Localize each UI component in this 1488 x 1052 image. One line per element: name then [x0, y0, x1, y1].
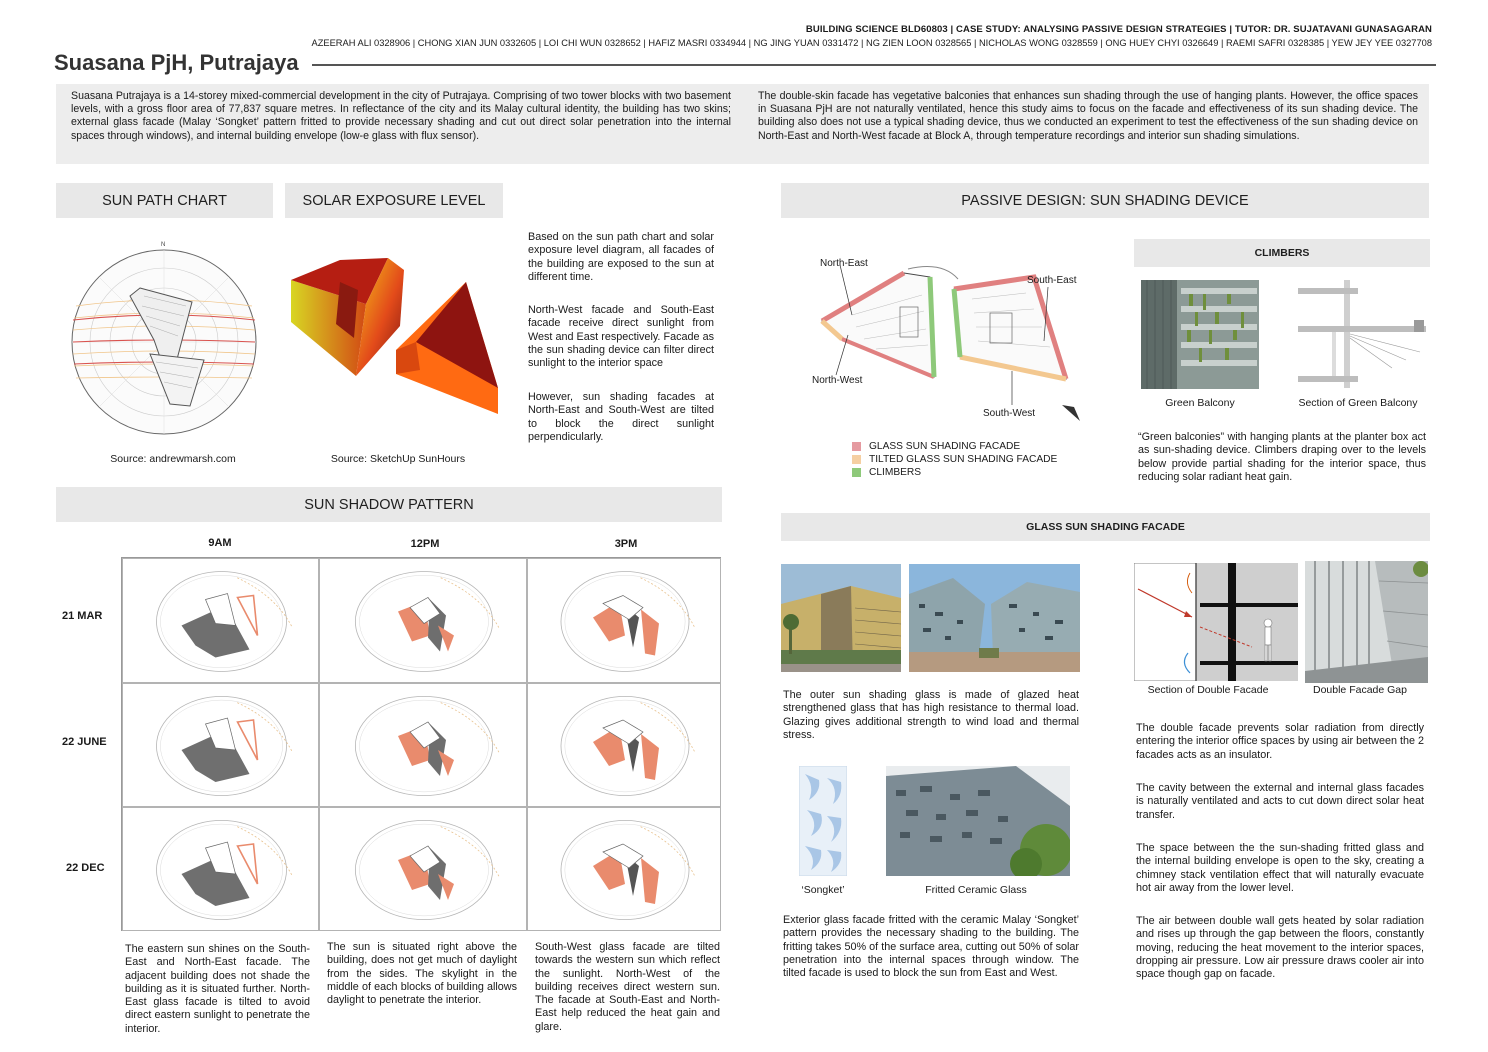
legend-item-climbers [852, 466, 1057, 479]
sun-shadow-heading: SUN SHADOW PATTERN [56, 487, 722, 522]
glass-text-1: The outer sun shading glass is made of glazed heat strengthened glass that has high resistance to thermal load. Glazing gives additional strength to wind load and thermal stress. [783, 689, 1079, 741]
team-members: AZEERAH ALI 0328906 | CHONG XIAN JUN 0332605 | LOI CHI WUN 0328652 | HAFIZ MASRI 0334944 | NG JING YUAN 0331472 | NG ZIEN LOON 0328565 | NICHOLAS WONG 0328559 | ONG HUEY CHYI 0326649 | RAEMI SAFRI 0328385 | YEW JEY YEE 0327708 [311, 38, 1432, 48]
glass-text-2: Exterior glass facade fritted with the ceramic Malay ‘Songket’ pattern provides the necessary shading to the building. The fritting takes 50% of the surface area, cutting out 50% of solar penetration into the internal spaces through window. The tilted facade is used to block the sun from East and West. [783, 914, 1079, 980]
label-south-east: South-East [1027, 275, 1077, 286]
fritted-glass-photo [886, 766, 1070, 876]
facade-legend [852, 440, 1057, 479]
legend-label-climbers: CLIMBERS [869, 467, 922, 478]
solar-exposure-heading: SOLAR EXPOSURE LEVEL [285, 183, 503, 218]
fritted-glass-caption: Fritted Ceramic Glass [925, 884, 1027, 896]
double-facade-section-caption: Section of Double Facade [1147, 684, 1269, 696]
shadow-diagram-dec-3pm [527, 807, 721, 931]
double-facade-text-2: The cavity between the external and internal glass facades is naturally ventilated and acts to cut down direct solar heat transfer. [1136, 782, 1424, 821]
shadow-diagram-dec-12pm [319, 807, 527, 931]
page-title: Suasana PjH, Putrajaya [54, 50, 299, 75]
double-facade-text-1: The double facade prevents solar radiation from directly entering the interior office spaces by using air between the 2 facades acts as an insulator. [1136, 722, 1424, 761]
course-header: BUILDING SCIENCE BLD60803 | CASE STUDY: ANALYSING PASSIVE DESIGN STRATEGIES | TUTOR: DR. SUJATAVANI GUNASAGARAN [805, 24, 1432, 35]
double-facade-gap-caption: Double Facade Gap [1313, 684, 1407, 696]
shadow-caption-3pm: South-West glass facade are tilted towards the western sun which reflect the sunlight. North-West of the building receives direct western sun. The facade at South-East and North-East help reduced the heat gain and glare. [535, 941, 720, 1033]
solar-exposure-image [288, 242, 502, 424]
glass-facade-heading: GLASS SUN SHADING FACADE [781, 513, 1430, 541]
passive-design-heading: PASSIVE DESIGN: SUN SHADING DEVICE [781, 183, 1429, 218]
legend-swatch-climbers [852, 468, 861, 477]
label-south-west: South-West [983, 408, 1036, 419]
legend-swatch-glass [852, 442, 861, 451]
legend-item-glass [852, 440, 1057, 453]
double-facade-section [1134, 563, 1298, 681]
time-label-9am: 9AM [208, 537, 232, 549]
shadow-caption-12pm: The sun is situated right above the building, does not get much of daylight from the sides. The skylight in the middle of each blocks of building allows daylight to penetrate the interior. [327, 941, 517, 1007]
sun-shadow-grid [121, 557, 721, 931]
shadow-diagram-june-3pm [527, 683, 721, 807]
intro-left-text: Suasana Putrajaya is a 14-storey mixed-commercial development in the city of Putrajaya. Comprising of two tower blocks with two basement levels, with a gross floor area of 77,837 square metres. In reflectance of the city and its Malay cultural identity, the building has two skins; external glass facade (Malay ‘Songket’ pattern fritted to provide necessary shading and cut out direct solar penetration into the internal spaces through windows), and internal building envelope (low-e glass with flux sensor). [71, 90, 731, 142]
date-label-dec: 22 DEC [66, 862, 105, 874]
solar-text-2: North-West facade and South-East facade receive direct sunlight from West and East respectively. Facade as the sun shading device can filter direct sunlight to the interior space [528, 304, 714, 370]
building-photo-2 [909, 564, 1080, 672]
label-north-east: North-East [820, 258, 868, 269]
shadow-diagram-mar-12pm [319, 558, 527, 683]
shadow-diagram-june-12pm [319, 683, 527, 807]
sun-path-chart-image [58, 236, 270, 448]
time-label-3pm: 3PM [614, 538, 638, 550]
solar-exposure-source: Source: SketchUp SunHours [330, 453, 466, 465]
climbers-text: “Green balconies” with hanging plants at the planter box act as sun-shading device. Climbers draping over to the levels below provide partial shading for the interior space, thus reducing solar radiant heat gain. [1138, 431, 1426, 483]
label-north-west: North-West [812, 375, 863, 386]
double-facade-text-4: The air between double wall gets heated by solar radiation and rises up through the gap between the floors, constantly moving, reducing the heat movement to the interior spaces, dropping air pressure. Low air pressure draws cooler air into space though gap on facade. [1136, 915, 1424, 981]
green-balcony-photo [1141, 280, 1259, 389]
shadow-diagram-june-9am [122, 683, 319, 807]
shadow-diagram-mar-9am [122, 558, 319, 683]
solar-text-1: Based on the sun path chart and solar exposure level diagram, all facades of the building are exposed to the sun at different time. [528, 231, 714, 283]
shadow-caption-9am: The eastern sun shines on the South-East and North-East facade. The adjacent building does not shade the building as it is situated further. North-East glass facade is tilted to avoid direct eastern sunlight to penetrate the interior. [125, 943, 310, 1035]
svg-text:N: N [161, 242, 166, 248]
date-label-mar: 21 MAR [62, 610, 103, 622]
intro-panel [56, 84, 1429, 164]
time-label-12pm: 12PM [410, 538, 440, 550]
shadow-diagram-dec-9am [122, 807, 319, 931]
title-rule [312, 64, 1436, 66]
green-balcony-section-caption: Section of Green Balcony [1298, 397, 1418, 409]
double-facade-text-3: The space between the the sun-shading fritted glass and the internal building envelope is open to the sky, creating a chimney stack ventilation effect that will naturally evacuate hot air away from the lower level. [1136, 842, 1424, 894]
shadow-diagram-mar-3pm [527, 558, 721, 683]
building-photo-1 [781, 564, 901, 672]
legend-swatch-tilted [852, 455, 861, 464]
green-balcony-section [1296, 280, 1428, 388]
green-balcony-caption: Green Balcony [1165, 397, 1235, 409]
legend-label-glass: GLASS SUN SHADING FACADE [869, 441, 1021, 452]
sun-path-source: Source: andrewmarsh.com [110, 453, 236, 465]
songket-pattern-image [799, 766, 847, 876]
legend-label-tilted: TILTED GLASS SUN SHADING FACADE [869, 454, 1058, 465]
sun-path-heading: SUN PATH CHART [56, 183, 273, 218]
climbers-heading: CLIMBERS [1134, 239, 1430, 267]
double-facade-gap-photo [1305, 561, 1428, 683]
solar-text-3: However, sun shading facades at North-East and South-West are tilted to block the direct sunlight perpendicularly. [528, 391, 714, 443]
date-label-june: 22 JUNE [62, 736, 107, 748]
songket-caption: ‘Songket’ [801, 884, 845, 896]
intro-right-text: The double-skin facade has vegetative balconies that enhances sun shading through the use of hanging plants. However, the office spaces in Suasana PjH are not naturally ventilated, hence this study aims to focus on the facade and effectiveness of its sun shading device. The building also does not use a typical shading device, thus we conducted an experiment to test the effectiveness of the sun shading device on North-East and North-West facade at Block A, through temperature recordings and interior sun shading simulations. [758, 90, 1418, 142]
legend-item-tilted [852, 453, 1057, 466]
